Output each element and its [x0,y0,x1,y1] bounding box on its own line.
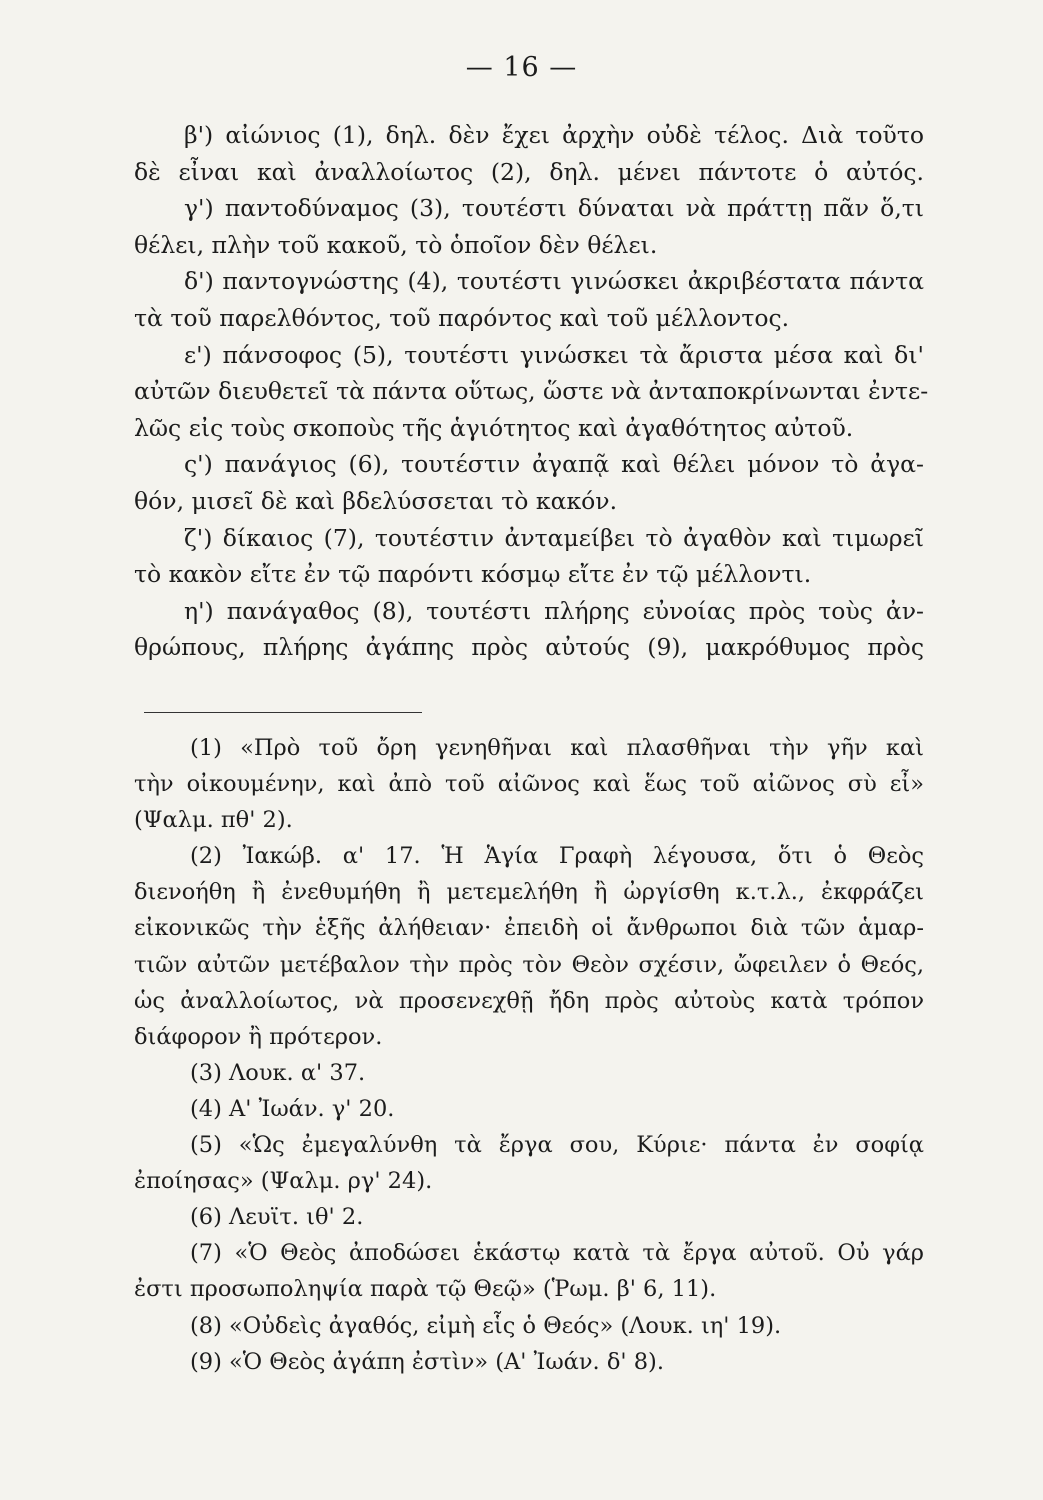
footnote-separator [144,712,422,713]
footnote-line: (8) «Οὐδεὶς ἀγαθός, εἰμὴ εἷς ὁ Θεός» (Λουκ. ιη' 19). [190,1312,782,1339]
text-line: δὲ εἶναι καὶ ἀναλλοίωτος (2), δηλ. μένει πάντοτε ὁ αὐτός. [134,157,924,186]
footnote-line: (6) Λευϊτ. ιθ' 2. [190,1204,364,1231]
footnote-line: (1) «Πρὸ τοῦ ὄρη γενηθῆναι καὶ πλασθῆναι τὴν γῆν καὶ [190,735,924,761]
page-number: — 16 — [465,52,578,83]
footnote-line: ἐστι προσωποληψία παρὰ τῷ Θεῷ» (Ῥωμ. β' 6, 11). [134,1276,717,1303]
text-line: αὐτῶν διευθετεῖ τὰ πάντα οὕτως, ὥστε νὰ ἀνταποκρίνωνται ἐντε- [134,377,929,406]
footnote-line: (9) «Ὁ Θεὸς ἀγάπη ἐστὶν» (Α' Ἰωάν. δ' 8). [190,1348,664,1375]
footnote-line: τὴν οἰκουμένην, καὶ ἀπὸ τοῦ αἰῶνος καὶ ἕως τοῦ αἰῶνος σὺ εἶ» [134,771,924,798]
footnote-line: τιῶν αὐτῶν μετέβαλον τὴν πρὸς τὸν Θεὸν σχέσιν, ὤφειλεν ὁ Θεός, [134,951,924,978]
footnote-line: (4) Α' Ἰωάν. γ' 20. [190,1095,395,1122]
footnote-line: (3) Λουκ. α' 37. [190,1059,366,1086]
main-text [134,117,929,666]
text-line: ζ') δίκαιος (7), τουτέστιν ἀνταμείβει τὸ ἀγαθὸν καὶ τιμωρεῖ [184,523,924,552]
text-line: τὸ κακὸν εἴτε ἐν τῷ παρόντι κόσμῳ εἴτε ἐν τῷ μέλλοντι. [134,560,812,589]
footnote-line: διενοήθη ἢ ἐνεθυμήθη ἢ μετεμελήθη ἢ ὠργίσθη κ.τ.λ., ἐκφράζει [134,879,924,906]
footnote-line: ἐποίησας» (Ψαλμ. ργ' 24). [134,1168,433,1195]
footnote-line: εἰκονικῶς τὴν ἑξῆς ἀλήθειαν· ἐπειδὴ οἱ ἄνθρωποι διὰ τῶν ἁμαρ- [134,915,924,942]
text-line: λῶς εἰς τοὺς σκοποὺς τῆς ἁγιότητος καὶ ἀγαθότητος αὐτοῦ. [134,413,854,442]
footnote-line: ὡς ἀναλλοίωτος, νὰ προσενεχθῇ ἤδη πρὸς αὐτοὺς κατὰ τρόπον [134,987,924,1014]
footnotes [134,730,924,1380]
footnote-line: (7) «Ὁ Θεὸς ἀποδώσει ἑκάστῳ κατὰ τὰ ἔργα αὐτοῦ. Οὐ γάρ [190,1240,924,1267]
footnote-line: (5) «Ὡς ἐμεγαλύνθη τὰ ἔργα σου, Κύριε· πάντα ἐν σοφίᾳ [190,1132,924,1159]
text-line: γ') παντοδύναμος (3), τουτέστι δύναται νὰ πράττῃ πᾶν ὅ,τι [184,194,924,223]
text-line: β') αἰώνιος (1), δηλ. δὲν ἔχει ἀρχὴν οὐδὲ τέλος. Διὰ τοῦτο [184,121,924,149]
text-line: θέλει, πλὴν τοῦ κακοῦ, τὸ ὁποῖον δὲν θέλει. [134,230,658,259]
text-line: δ') παντογνώστης (4), τουτέστι γινώσκει ἀκριβέστατα πάντα [184,267,924,296]
text-line: θόν, μισεῖ δὲ καὶ βδελύσσεται τὸ κακόν. [134,486,618,515]
footnote-line: διάφορον ἢ πρότερον. [134,1023,383,1050]
text-line: η') πανάγαθος (8), τουτέστι πλήρης εὐνοίας πρὸς τοὺς ἀν- [184,596,924,625]
footnote-line: (Ψαλμ. πθ' 2). [134,807,293,834]
text-line: ς') πανάγιος (6), τουτέστιν ἀγαπᾷ καὶ θέλει μόνον τὸ ἀγα- [184,450,924,479]
text-line: θρώπους, πλήρης ἀγάπης πρὸς αὐτούς (9), μακρόθυμος πρὸς [134,633,924,662]
text-line: τὰ τοῦ παρελθόντος, τοῦ παρόντος καὶ τοῦ μέλλοντος. [134,303,790,332]
text-line: ε') πάνσοφος (5), τουτέστι γινώσκει τὰ ἄριστα μέσα καὶ δι' [184,340,924,369]
footnote-line: (2) Ἰακώβ. α' 17. Ἡ Ἁγία Γραφὴ λέγουσα, ὅτι ὁ Θεὸς [190,843,924,870]
